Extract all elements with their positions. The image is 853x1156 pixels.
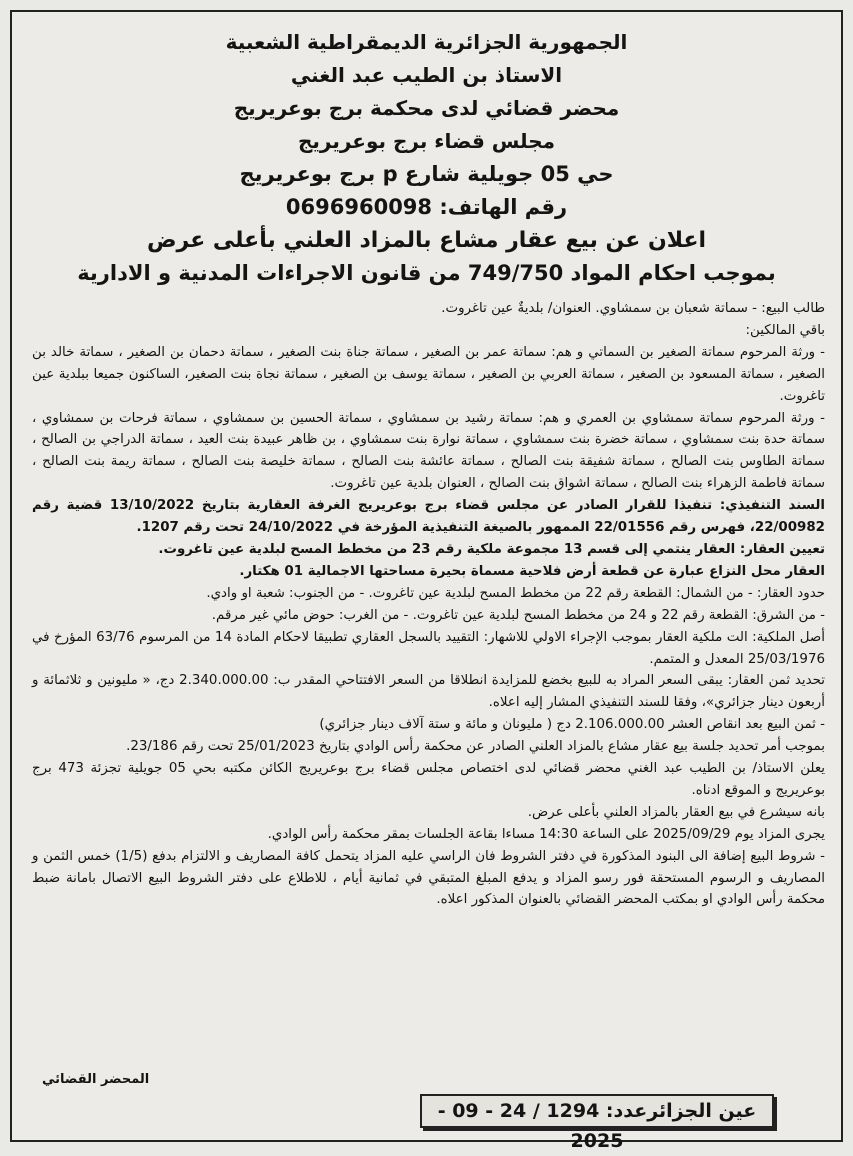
seller-line: طالب البيع: - سماتة شعبان بن سمشاوي. العنوان/ بلديةٌ عين تاغروت. — [441, 301, 825, 316]
legal-basis: بموجب احكام المواد 749/750 من قانون الاجراءات المدنية و الادارية — [77, 261, 776, 285]
property-description: العقار محل النزاع عبارة عن قطعة أرض فلاحية مسماة بحيرة مساحتها الاجمالية 01 هكتار. — [239, 563, 825, 579]
header — [12, 12, 841, 290]
court-order: بموجب أمر تحديد جلسة بيع عقار مشاع بالمزاد العلني الصادر عن محكمة رأس الوادي بتاريخ 25/01/2023 تحت رقم 23/186. — [126, 739, 825, 755]
executive-title: السند التنفيذي: تنفيذا للقرار الصادر عن مجلس قضاء برج بوعريريج الغرفة العقارية بتاريخ 13/10/2022 قضية رقم 22/00982، فهرس رقم 22/01556 الممهور بالصيغة التنفيذية المؤرخة في 24/10/2022 تحت رقم 1207. — [32, 498, 825, 536]
announcement: يعلن الاستاذ/ بن الطيب عبد الغني محضر قضائي لدى اختصاص مجلس قضاء برج بوعريريج الكائن مكتبه بحي 05 جويلية تجزئة 473 برج بوعريريج و الموقع ادناه. — [32, 761, 826, 798]
court-name: مجلس قضاء برج بوعريريج — [297, 129, 556, 153]
signature: المحضر القضائي — [42, 1072, 150, 1087]
office-address: حي 05 جويلية شارع p برج بوعريريج — [239, 162, 614, 186]
heirs-group-2: - ورثة المرحوم سماتة سمشاوي بن العمري و هم: سماتة رشيد بن سمشاوي ، سماتة الحسين بن سمشاوي ، سماتة فرحات بن سمشاوي ، سماتة حدة بنت سمشاوي ، سماتة خضرة بنت سمشاوي ، سماتة نوارة بنت سمشاوي ، بن ظاهر عبيدة بنت العيد ، سماتة الدراجي بن الصالح ، سماتة الطاوس بنت الصالح ، سماتة شفيقة بنت الصالح ، سماتة عائشة بنت الصالح ، سماتة خليصة بنت الصالح ، سماتة ريمة بنت الصالح ، سماتة فاطمة الزهراء بنت الصالح ، سماتة اشواق بنت الصالح ، العنوان بلدية عين تاغروت. — [32, 410, 825, 492]
notice-sheet — [10, 10, 843, 1152]
heirs-group-1: - ورثة المرحوم سماتة الصغير بن السماتي و هم: سماتة عمر بن الصغير ، سماتة جناة بنت الصغير ، سماتة دحمان بن الصغير ، سماتة خالد بن الصغير ، سماتة المسعود بن الصغير ، سماتة العربي بن الصغير ، سماتة يوسف بن الصغير ، سماتة نجاة بنت الصغير، الساكنون جميعا ببلدية عين تاغروت. — [32, 344, 825, 404]
officer-title: محضر قضائي لدى محكمة برج بوعريريج — [233, 96, 620, 120]
auction-date: يجرى المزاد يوم 2025/09/29 على الساعة 14:30 مساءا بقاعة الجلسات بمقر محكمة رأس الوادي. — [267, 826, 825, 842]
phone-number: رقم الهاتف: 0696960098 — [285, 195, 568, 219]
owners-label: باقي المالكين: — [745, 322, 825, 338]
property-bounds-2: - من الشرق: القطعة رقم 22 و 24 من مخطط المسح لبلدية عين تاغروت. - من الغرب: حوض مائي غير مرقم. — [211, 607, 825, 623]
publication-reference: عين الجزائرعدد: 1294 / 24 - 09 - 2025 — [420, 1094, 774, 1128]
republic-title: الجمهورية الجزائرية الديمقراطية الشعبية — [225, 30, 628, 54]
sale-conditions: - شروط البيع إضافة الى البنود المذكورة في دفتر الشروط فان الراسي عليه المزاد يتحمل كافة المصاريف و الالتزام بدفع (1/5) خمس الثمن و المصاريف و الرسوم المستحقة فور رسو المزاد و يدفع المبلغ المتبقي في ثمانية أيام ، للاطلاع على دفتر الشروط البيع الاتصال بامانة ضبط محكمة رأس الوادي او بمكتب المحضر القضائي بالعنوان المذكور اعلاه. — [32, 848, 825, 908]
property-identification: تعيين العقار: العقار ينتمي إلى قسم 13 مجموعة ملكية رقم 23 من مخطط المسح لبلدية عين تاغروت. — [158, 541, 825, 557]
ownership-origin: أصل الملكية: الت ملكية العقار بموجب الإجراء الاولي للاشهار: التقييد بالسجل العقاري تطبيقا لاحكام المادة 14 من المرسوم 63/76 المؤرخ في 25/03/1976 المعدل و المتمم. — [32, 629, 825, 667]
notice-heading: اعلان عن بيع عقار مشاع بالمزاد العلني بأعلى عرض — [146, 228, 707, 253]
property-bounds-1: حدود العقار: - من الشمال: القطعة رقم 22 من مخطط المسح لبلدية عين تاغروت. - من الجنوب: شعبة او وادي. — [206, 585, 825, 601]
notice-body — [12, 290, 841, 911]
price-determination: تحديد ثمن العقار: يبقى السعر المراد به للبيع بخضع للمزايدة انطلاقا من السعر الافتتاحي المقدر ب: 2.340.000.00 دج، « مليونين و ثلاثمائة و أربعون دينار جزائري»، وفقا للسند التنفيذي المشار إليه اعلاه. — [32, 673, 825, 711]
reduced-price: - ثمن البيع بعد انقاص العشر 2.106.000.00 دج ( مليونان و مائة و ستة آلاف دينار جزائري) — [319, 717, 825, 733]
sale-statement: بانه سيشرع في بيع العقار بالمزاد العلني بأعلى عرض. — [527, 804, 825, 820]
officer-name: الاستاذ بن الطيب عبد الغني — [290, 63, 563, 87]
